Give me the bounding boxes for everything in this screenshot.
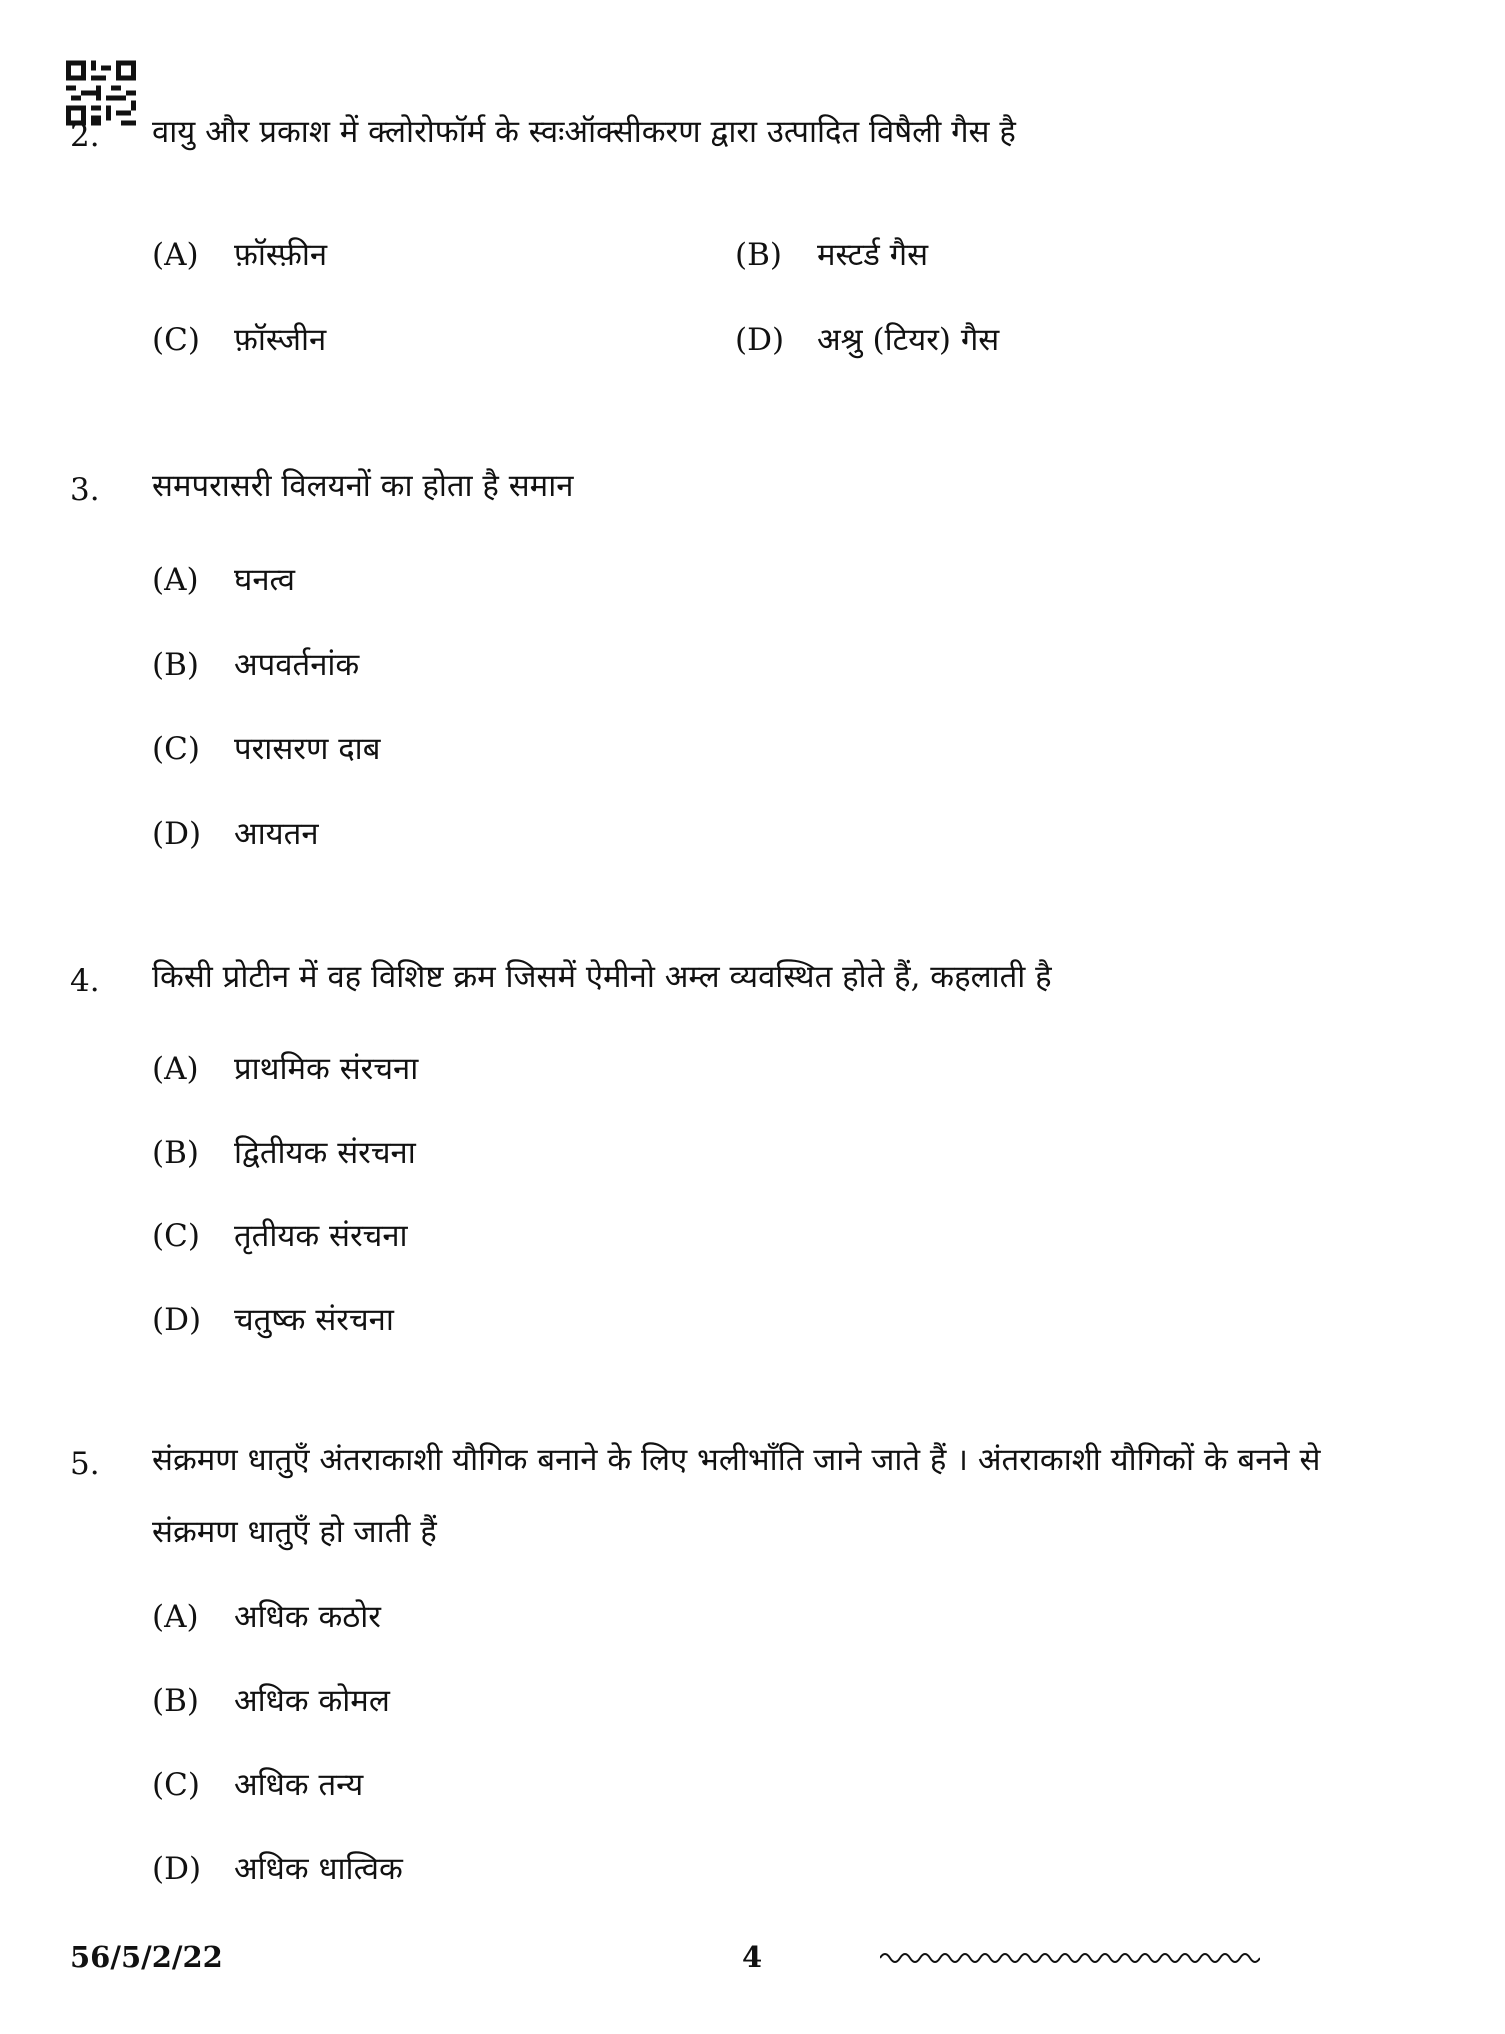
option-text: फ़ॉस्जीन (234, 322, 327, 358)
page-number: 4 (742, 1940, 763, 1974)
option-text: अधिक तन्य (234, 1767, 364, 1803)
option-text: द्वितीयक संरचना (234, 1135, 416, 1171)
option-text: अधिक कठोर (234, 1599, 381, 1635)
question-text: संक्रमण धातुएँ अंतराकाशी यौगिक बनाने के लिए भलीभाँति जाने जाते हैं । अंतराकाशी यौगिकों के बनने से संक्रमण धातुएँ हो जाती हैं (152, 1442, 1321, 1550)
option-c (152, 1763, 363, 1805)
option-text: फ़ॉस्फ़ीन (234, 237, 328, 273)
option-label: (C) (152, 731, 200, 767)
option-c (152, 1214, 408, 1256)
option-a (152, 1595, 381, 1637)
option-b (152, 643, 359, 685)
option-label: (C) (152, 322, 200, 358)
option-b (152, 1131, 416, 1173)
option-text: मस्टर्ड गैस (817, 237, 929, 273)
option-label: (D) (152, 1851, 202, 1887)
option-text: चतुष्क संरचना (234, 1302, 394, 1338)
option-b (152, 1679, 390, 1721)
option-d (735, 318, 999, 360)
option-text: घनत्व (234, 562, 295, 598)
paper-code: 56/5/2/22 (70, 1940, 223, 1974)
question-text: किसी प्रोटीन में वह विशिष्ट क्रम जिसमें ऐमीनो अम्ल व्यवस्थित होते हैं, कहलाती है (152, 959, 1052, 995)
option-a (152, 233, 327, 275)
option-text: तृतीयक संरचना (234, 1218, 408, 1254)
option-label: (B) (152, 647, 199, 683)
qr-code (66, 60, 136, 126)
option-a (152, 1047, 418, 1089)
question-text: वायु और प्रकाश में क्लोरोफॉर्म के स्वःऑक्सीकरण द्वारा उत्पादित विषैली गैस है (152, 114, 1016, 150)
option-label: (C) (152, 1767, 200, 1803)
option-b (735, 233, 928, 275)
option-label: (B) (152, 1683, 199, 1719)
decorative-wavy-line (880, 1948, 1260, 1968)
option-c (152, 318, 326, 360)
option-text: अश्रु (टियर) गैस (817, 322, 1000, 358)
option-text: अधिक कोमल (234, 1683, 390, 1719)
option-label: (A) (152, 562, 199, 598)
option-label: (A) (152, 237, 199, 273)
option-text: अपवर्तनांक (234, 647, 360, 683)
option-label: (D) (152, 816, 202, 852)
option-label: (B) (735, 237, 782, 273)
option-text: अधिक धात्विक (234, 1851, 403, 1887)
question-number: 3. (70, 472, 100, 508)
option-label: (C) (152, 1218, 200, 1254)
question-number: 4. (70, 963, 100, 999)
option-d (152, 1847, 403, 1889)
option-d (152, 1298, 394, 1340)
option-text: प्राथमिक संरचना (234, 1051, 419, 1087)
option-label: (A) (152, 1051, 199, 1087)
option-a (152, 558, 295, 600)
option-d (152, 812, 319, 854)
option-label: (D) (152, 1302, 202, 1338)
question-text: समपरासरी विलयनों का होता है समान (152, 468, 574, 504)
question-number: 2. (70, 118, 100, 154)
option-text: परासरण दाब (234, 731, 381, 767)
option-c (152, 727, 380, 769)
option-text: आयतन (234, 816, 319, 852)
question-number: 5. (70, 1446, 100, 1482)
option-label: (D) (735, 322, 785, 358)
option-label: (B) (152, 1135, 199, 1171)
option-label: (A) (152, 1599, 199, 1635)
